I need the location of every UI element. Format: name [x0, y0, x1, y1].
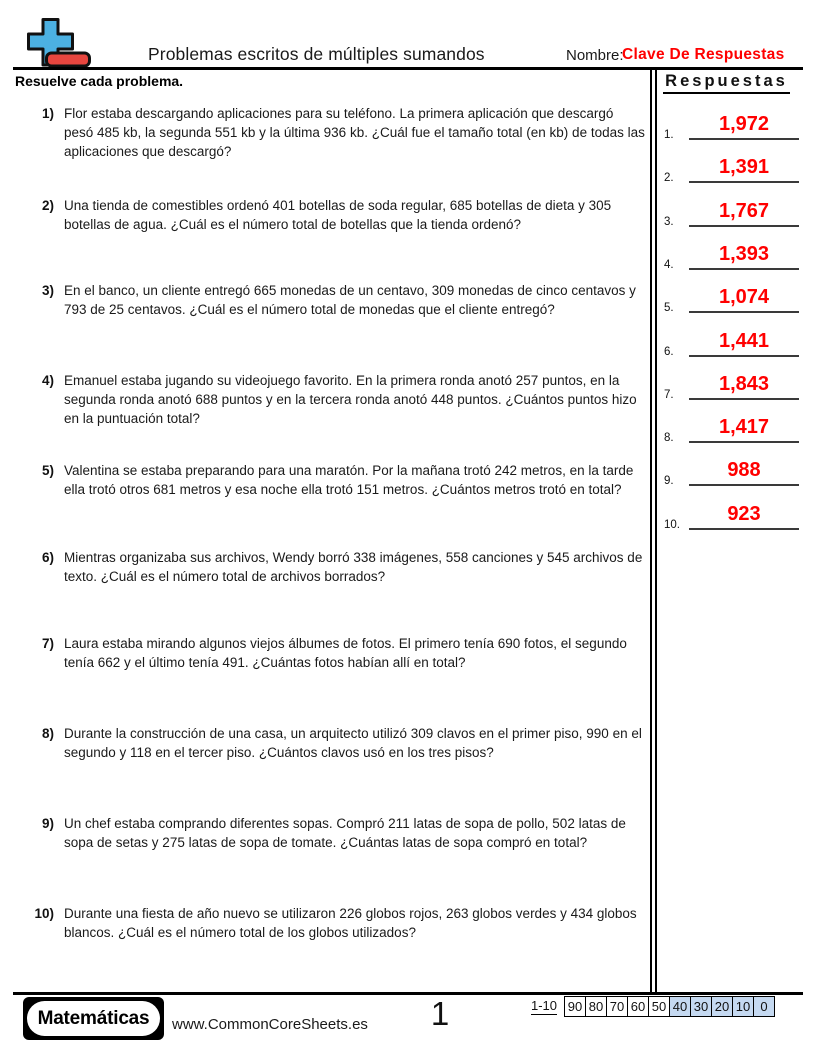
answer-value: 1,441	[718, 330, 770, 352]
instructions: Resuelve cada problema.	[15, 73, 184, 89]
plus-minus-math-icon	[26, 17, 92, 68]
answer-line	[689, 283, 799, 313]
answer-value: 1,074	[718, 286, 770, 308]
page-number: 1	[430, 995, 450, 1032]
name-value: Clave De Respuestas	[622, 46, 785, 63]
answer-number: 3.	[664, 216, 674, 228]
answer-number: 10.	[664, 519, 680, 531]
answer-number: 5.	[664, 302, 674, 314]
answer-value: 1,843	[718, 373, 770, 395]
problem-item	[28, 371, 646, 428]
score-range-label: 1-10	[531, 998, 558, 1013]
answer-number: 9.	[664, 475, 674, 487]
score-cell: 10	[733, 997, 754, 1017]
footer-divider	[13, 992, 803, 995]
answer-line	[689, 240, 799, 270]
problem-text: Durante la construcción de una casa, un arquitecto utilizó 309 clavos en el primer piso, 990 en el segundo y 118 en el tercer piso. ¿Cuántos clavos usó en los tres pisos?	[64, 726, 642, 760]
brand-label: Matemáticas	[37, 1007, 150, 1029]
score-strip	[531, 996, 775, 1017]
answer-row	[657, 110, 796, 140]
answer-row	[657, 327, 796, 357]
problem-text: Durante una fiesta de año nuevo se utilizaron 226 globos rojos, 263 globos verdes y 434 globos blancos. ¿Cuál es el número total de los globos utilizados?	[64, 906, 637, 940]
answer-value: 1,391	[718, 156, 770, 178]
problem-item	[28, 814, 646, 852]
brand-badge	[23, 997, 164, 1040]
problem-number: 3)	[41, 283, 54, 298]
answer-row	[657, 500, 796, 530]
answer-number: 6.	[664, 346, 674, 358]
problem-text: Emanuel estaba jugando su videojuego favorito. En la primera ronda anotó 257 puntos, en la segunda ronda anotó 688 puntos y en la tercera ronda anotó 448 puntos. ¿Cuántos puntos hizo en la puntuación total?	[64, 373, 637, 426]
answer-number: 2.	[664, 172, 674, 184]
website-url: www.CommonCoreSheets.es	[172, 1016, 368, 1033]
score-cell: 50	[649, 997, 670, 1017]
answer-row	[657, 283, 796, 313]
score-cell: 70	[607, 997, 628, 1017]
problem-number: 6)	[41, 550, 54, 565]
answer-row	[657, 153, 796, 183]
answer-line	[689, 370, 799, 400]
problem-number: 9)	[41, 816, 54, 831]
score-cell: 20	[712, 997, 733, 1017]
problem-number: 8)	[41, 726, 54, 741]
problem-item	[28, 634, 646, 672]
problem-number: 4)	[41, 373, 54, 388]
answer-row	[657, 197, 796, 227]
answer-line	[689, 327, 799, 357]
answer-number: 4.	[664, 259, 674, 271]
problem-text: Un chef estaba comprando diferentes sopas. Compró 211 latas de sopa de pollo, 502 latas de sopa de setas y 275 latas de sopa de tomate. ¿Cuántas latas de sopa compró en total?	[64, 816, 626, 850]
problem-text: Flor estaba descargando aplicaciones para su teléfono. La primera aplicación que descargó pesó 485 kb, la segunda 551 kb y la última 936 kb. ¿Cuál fue el tamaño total (en kb) de todas las aplicaciones que descargó?	[64, 106, 645, 159]
score-cell: 80	[586, 997, 607, 1017]
answer-value: 1,767	[718, 200, 770, 222]
score-cell: 30	[691, 997, 712, 1017]
score-cell: 0	[754, 997, 775, 1017]
problem-text: En el banco, un cliente entregó 665 monedas de un centavo, 309 monedas de cinco centavos y 793 de 25 centavos. ¿Cuál es el número total de monedas que el cliente entregó?	[64, 283, 636, 317]
score-cell: 40	[670, 997, 691, 1017]
problem-number: 5)	[41, 463, 54, 478]
answer-value: 1,417	[718, 416, 770, 438]
score-cell: 60	[628, 997, 649, 1017]
answer-line	[689, 413, 799, 443]
answer-line	[689, 197, 799, 227]
problem-number: 2)	[41, 198, 54, 213]
answer-number: 8.	[664, 432, 674, 444]
answer-value: 923	[727, 503, 761, 525]
brand-pill	[27, 1001, 160, 1036]
problem-text: Mientras organizaba sus archivos, Wendy borró 338 imágenes, 558 canciones y 545 archivos de texto. ¿Cuál es el número total de archivos borrados?	[64, 550, 643, 584]
problem-item	[28, 904, 646, 942]
answer-number: 1.	[664, 129, 674, 141]
answer-row	[657, 370, 796, 400]
problem-item	[28, 104, 646, 161]
answer-value: 1,393	[718, 243, 770, 265]
answers-panel	[650, 70, 796, 993]
answers-heading: Respuestas	[663, 72, 790, 94]
answer-number: 7.	[664, 389, 674, 401]
answer-line	[689, 500, 799, 530]
answer-row	[657, 240, 796, 270]
answer-row	[657, 413, 796, 443]
problem-item	[28, 724, 646, 762]
problem-number: 10)	[34, 906, 54, 921]
answer-value: 988	[727, 459, 761, 481]
problem-text: Laura estaba mirando algunos viejos álbumes de fotos. El primero tenía 690 fotos, el segundo tenía 662 y el último tenía 491. ¿Cuántas fotos habían allí en total?	[64, 636, 627, 670]
problem-item	[28, 461, 646, 499]
problem-text: Una tienda de comestibles ordenó 401 botellas de soda regular, 685 botellas de dieta y 305 botellas de agua. ¿Cuál es el número total de botellas que la tienda ordenó?	[64, 198, 612, 232]
problem-item	[28, 196, 646, 234]
score-table	[564, 996, 775, 1017]
name-label: Nombre:	[566, 47, 624, 64]
problem-number: 7)	[41, 636, 54, 651]
answer-value: 1,972	[718, 113, 770, 135]
page-title: Problemas escritos de múltiples sumandos	[148, 44, 485, 64]
problem-number: 1)	[41, 106, 54, 121]
problem-item	[28, 281, 646, 319]
problem-text: Valentina se estaba preparando para una maratón. Por la mañana trotó 242 metros, en la tarde ella trotó otros 681 metros y esa noche ella trotó 151 metros. ¿Cuántos metros trotó en total?	[64, 463, 634, 497]
score-cell: 90	[565, 997, 586, 1017]
problem-item	[28, 548, 646, 586]
answer-line	[689, 456, 799, 486]
answer-line	[689, 153, 799, 183]
answer-row	[657, 456, 796, 486]
answer-line	[689, 110, 799, 140]
